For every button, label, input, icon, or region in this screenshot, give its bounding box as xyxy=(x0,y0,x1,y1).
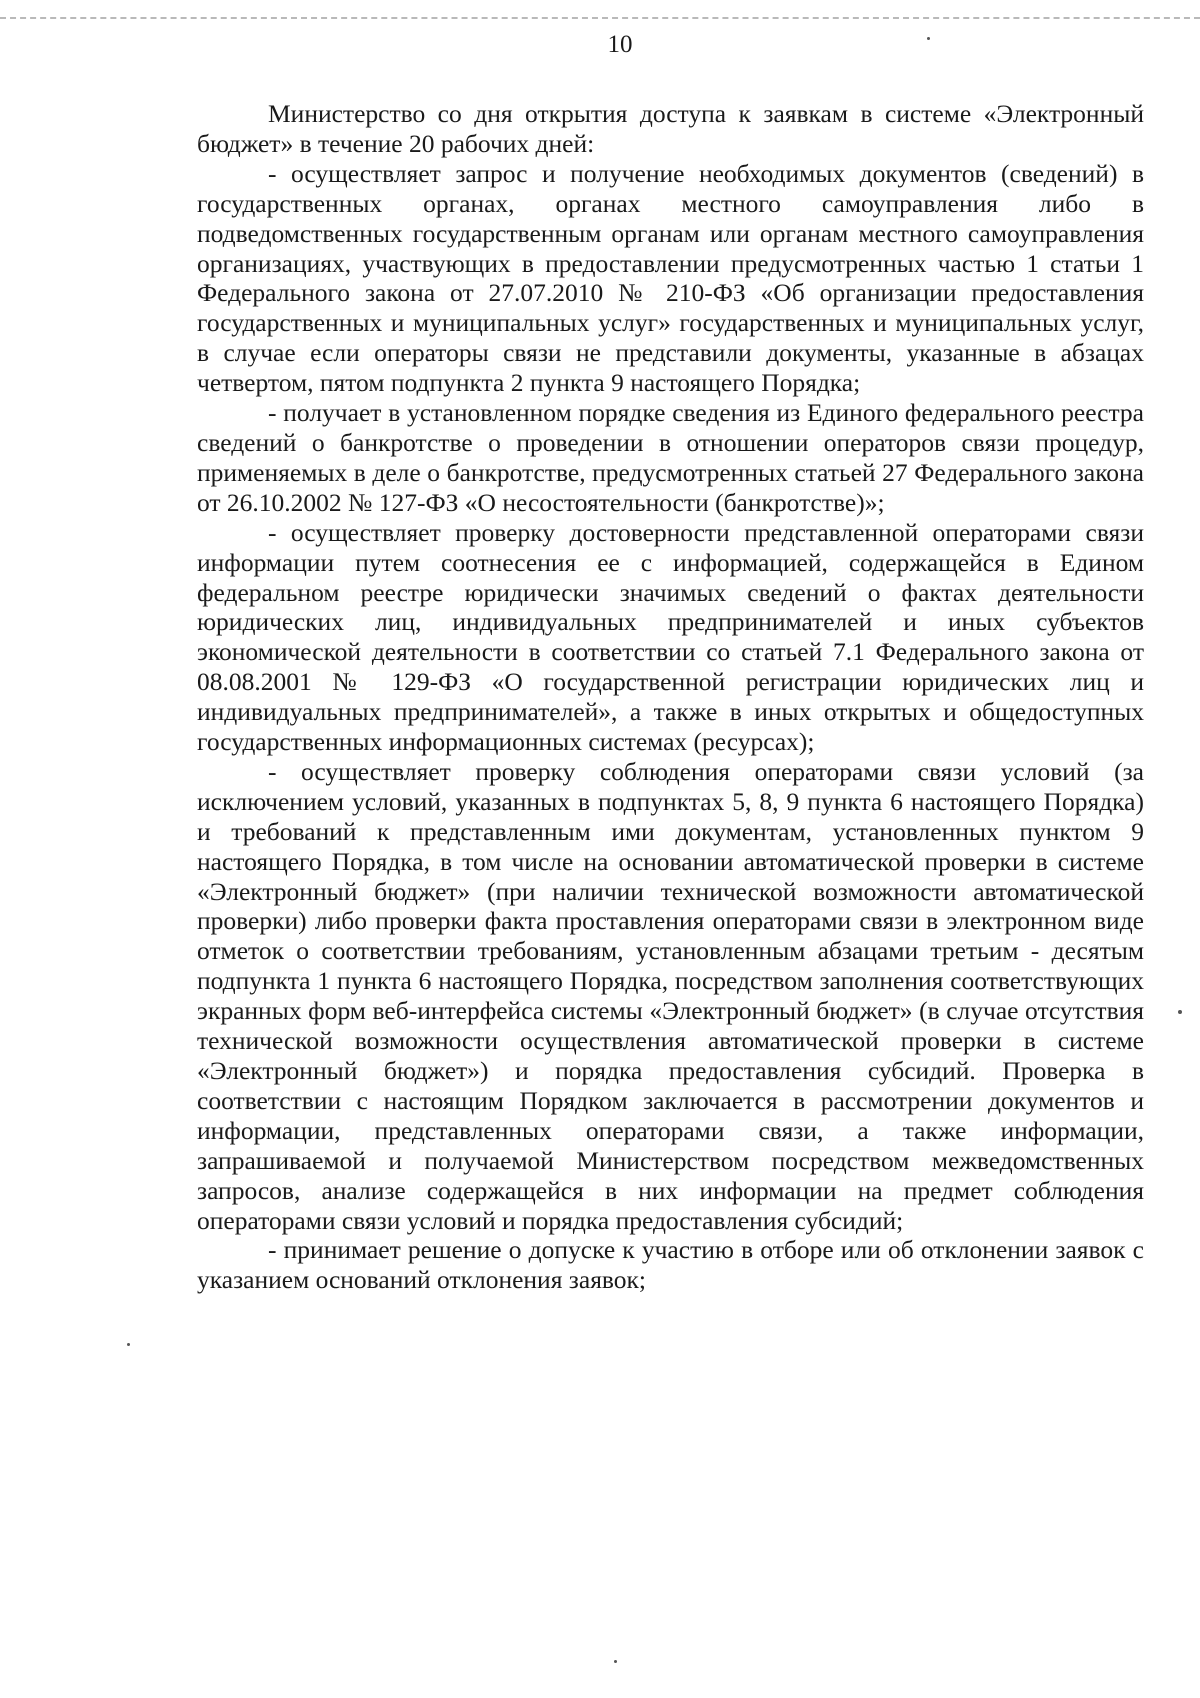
paragraph-intro: Министерство со дня открытия доступа к заявкам в системе «Электронный бюджет» в течение 20 рабочих дней: xyxy=(197,99,1144,158)
paragraph-verify-information: - осуществляет проверку достоверности представленной операторами связи информации путем соотнесения ее с информацией, содержащейся в Едином федеральном реестре юридически значимых сведений о фактах деятельности юридических лиц, индивидуальных предпринимателей и иных субъектов экономической деятельности в соответствии со статьей 7.1 Федерального закона от 08.08.2001 № 129-ФЗ «О государственной регистрации юридических лиц и индивидуальных предпринимателей», а также в иных открытых и общедоступных государственных информационных системах (ресурсах); xyxy=(197,517,1144,757)
scan-speck xyxy=(1178,1010,1182,1014)
scan-speck xyxy=(927,37,930,40)
scan-speck xyxy=(614,1660,617,1663)
document-body xyxy=(197,99,1144,1295)
scan-speck xyxy=(127,1343,130,1346)
page-number: 10 xyxy=(607,31,633,58)
paragraph-request-documents: - осуществляет запрос и получение необходимых документов (сведений) в государственных органах, органах местного самоуправления либо в подведомственных государственным органам или органам местного самоуправления организациях, участвующих в предоставлении предусмотренных частью 1 статьи 1 Федерального закона от 27.07.2010 № 210-ФЗ «Об организации предоставления государственных и муниципальных услуг» государственных и муниципальных услуг, в случае если операторы связи не представили документы, указанные в абзацах четвертом, пятом подпункта 2 пункта 9 настоящего Порядка; xyxy=(197,158,1144,398)
scan-edge-line xyxy=(0,17,1200,19)
paragraph-admission-decision: - принимает решение о допуске к участию в отборе или об отклонении заявок с указанием оснований отклонения заявок; xyxy=(197,1235,1144,1295)
paragraph-verify-conditions: - осуществляет проверку соблюдения операторами связи условий (за исключением условий, указанных в подпунктах 5, 8, 9 пункта 6 настоящего Порядка) и требований к представленным ими документам, установленных пунктом 9 настоящего Порядка, в том числе на основании автоматической проверки в системе «Электронный бюджет» (при наличии технической возможности автоматической проверки) либо проверки факта проставления операторами связи в электронном виде отметок о соответствии требованиям, установленным абзацами третьим - десятым подпункта 1 пункта 6 настоящего Порядка, посредством заполнения соответствующих экранных форм веб-интерфейса системы «Электронный бюджет» (в случае отсутствия технической возможности осуществления автоматической проверки в системе «Электронный бюджет») и порядка предоставления субсидий. Проверка в соответствии с настоящим Порядком заключается в рассмотрении документов и информации, представленных операторами связи, а также информации, запрашиваемой и получаемой Министерством посредством межведомственных запросов, анализе содержащейся в них информации на предмет соблюдения операторами связи условий и порядка предоставления субсидий; xyxy=(197,756,1144,1235)
paragraph-bankruptcy-info: - получает в установленном порядке сведения из Единого федерального реестра сведений о банкротстве о проведении в отношении операторов связи процедур, применяемых в деле о банкротстве, предусмотренных статьей 27 Федерального закона от 26.10.2002 № 127-ФЗ «О несостоятельности (банкротстве)»; xyxy=(197,398,1144,517)
